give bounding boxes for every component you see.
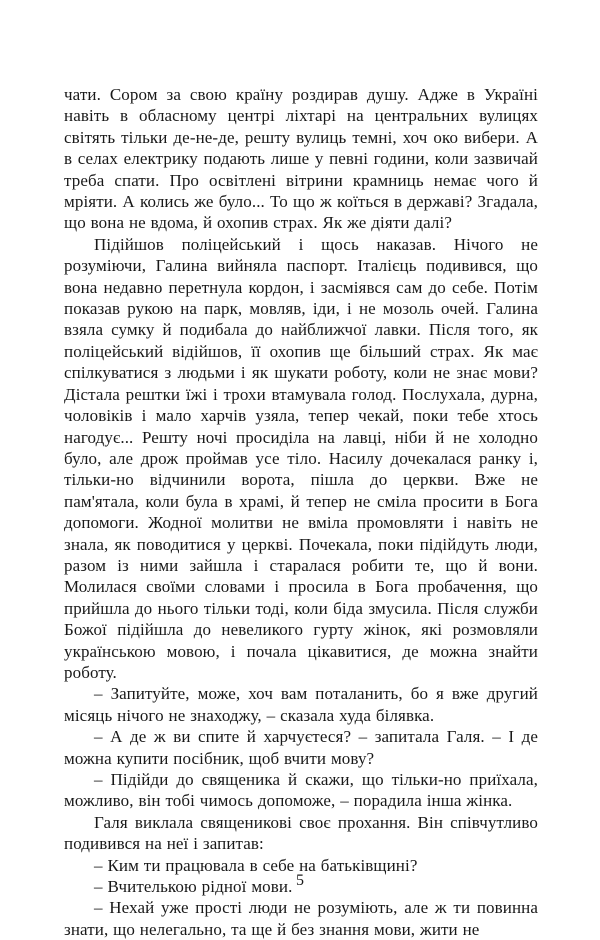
- paragraph: – Підійди до священика й скажи, що тільки-но приїхала, можливо, він тобі чимось допоможе, – порадила інша жінка.: [64, 770, 538, 811]
- paragraph: чати. Сором за свою країну роздирав душу. Адже в Україні навіть в обласному центрі ліхтарі на центральних вулицях світять тільки де-не-де, решту вулиць темні, хоч око вибери. А в селах електрику подають лише у певні години, коли зазвичай треба спати. Про освітлені вітрини крамниць немає чого й мріяти. А колись же було... То що ж коїться в державі? Згадала, що вона не вдома, й охопив страх. Як же діяти далі?: [64, 85, 538, 233]
- paragraph: – Вчителькою рідної мови.: [94, 877, 293, 897]
- paragraph: – Нехай уже прості люди не розуміють, але ж ти повинна знати, що нелегально, та ще й без знання мови, жити не: [64, 898, 538, 939]
- paragraph: Підійшов поліцейський і щось наказав. Нічого не розуміючи, Галина вийняла паспорт. Італієць подивився, що вона недавно перетнула кордон, і засміявся сам до себе. Потім показав рукою на парк, мовляв, іди, і не мозоль очей. Галина взяла сумку й подибала до найближчої лавки. Після того, як поліцейський відійшов, її охопив ще більший страх. Як має спілкуватися з людьми і як шукати роботу, коли не знає мови? Дістала рештки їжі і трохи втамувала голод. Послухала, дурна, чоловіків і мало харчів узяла, тепер чекай, поки тебе хтось нагодує... Решту ночі просиділа на лавці, ніби й не холодно було, але дрож проймав усе тіло. Насилу дочекалася ранку і, тільки-но відчинили ворота, пішла до церкви. Вже не пам'ятала, коли була в храмі, й тепер не сміла просити в Бога допомоги. Жодної молитви не вміла промовляти і навіть не знала, як поводитися у церкві. Почекала, поки підійдуть люди, разом із ними зайшла і старалася робити те, що й вони. Молилася своїми словами і просила в Бога пробачення, що прийшла до нього тільки тоді, коли біда змусила. Після служби Божої підійшла до невеликого гурту жінок, які розмовляли українською мовою, і почала цікавитися, де можна знайти роботу.: [64, 234, 538, 682]
- paragraph: – Запитуйте, може, хоч вам поталанить, бо я вже другий місяць нічого не знаходжу, – сказала худа білявка.: [64, 684, 538, 725]
- paragraph: Галя виклала священикові своє прохання. Він співчутливо подивився на неї і запитав:: [64, 812, 538, 854]
- page-number: 5: [296, 872, 304, 889]
- page-text: [64, 84, 538, 940]
- paragraph: – Ким ти працювала в себе на батьківщині?: [94, 855, 418, 875]
- paragraph: – А де ж ви спите й харчуєтеся? – запитала Галя. – І де можна купити посібник, щоб вчити мову?: [64, 727, 538, 768]
